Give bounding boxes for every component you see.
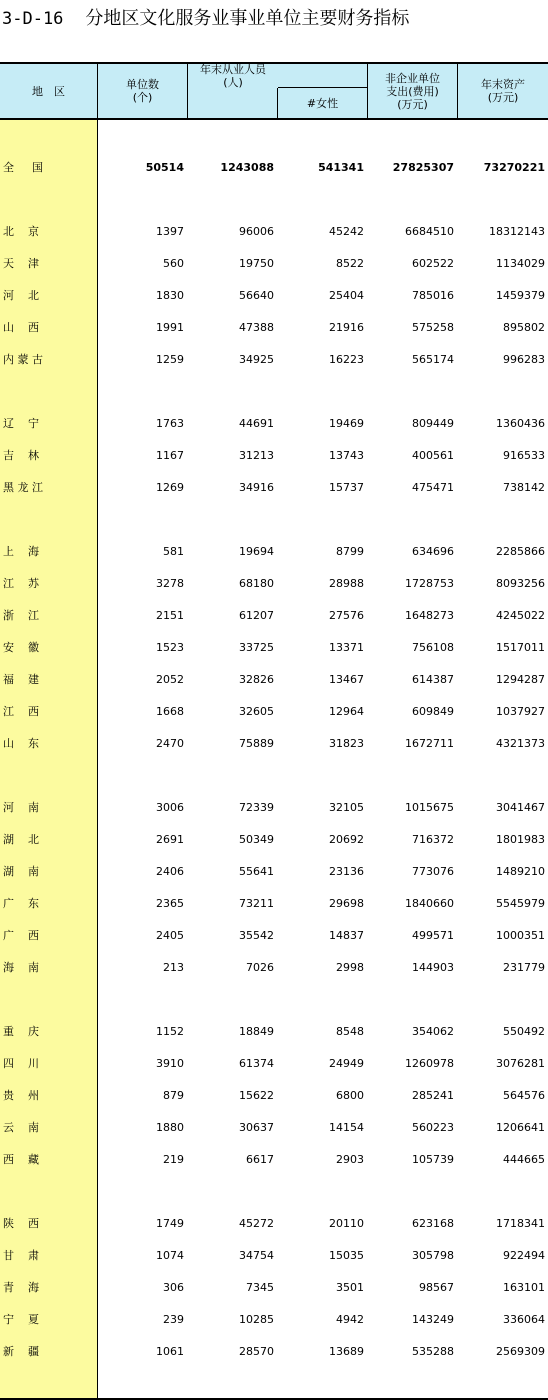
cell-female: 23136 (329, 865, 364, 878)
table-row (0, 248, 548, 280)
region-name: 北京 (3, 225, 39, 238)
table-code: 3-D-16 (2, 9, 64, 29)
cell-female: 20110 (329, 1217, 364, 1230)
cell-units: 1830 (156, 289, 184, 302)
divider (278, 87, 367, 88)
cell-units: 1397 (156, 225, 184, 238)
cell-expense: 623168 (412, 1217, 454, 1230)
cell-expense: 143249 (412, 1313, 454, 1326)
divider (187, 64, 188, 118)
region-name: 河南 (3, 801, 39, 814)
region-name: 河北 (3, 289, 39, 302)
table-row (0, 1112, 548, 1144)
cell-assets: 4321373 (496, 737, 545, 750)
cell-female: 28988 (329, 577, 364, 590)
cell-assets: 4245022 (496, 609, 545, 622)
cell-expense: 575258 (412, 321, 454, 334)
cell-assets: 738142 (503, 481, 545, 494)
cell-expense: 1728753 (405, 577, 454, 590)
table-row (0, 568, 548, 600)
cell-female: 8799 (336, 545, 364, 558)
cell-assets: 5545979 (496, 897, 545, 910)
cell-expense: 1840660 (405, 897, 454, 910)
cell-assets: 1206641 (496, 1121, 545, 1134)
cell-units: 239 (163, 1313, 184, 1326)
table-row (0, 824, 548, 856)
cell-female: 25404 (329, 289, 364, 302)
total-row (0, 152, 548, 184)
cell-expense: 602522 (412, 257, 454, 270)
header-employees: 年末从业人员 (人) (200, 63, 266, 89)
table-row (0, 312, 548, 344)
region-name: 江西 (3, 705, 39, 718)
cell-units: 1259 (156, 353, 184, 366)
region-name: 内蒙古 (3, 353, 43, 366)
cell-assets: 1718341 (496, 1217, 545, 1230)
cell-assets: 1459379 (496, 289, 545, 302)
cell-expense: 1648273 (405, 609, 454, 622)
cell-employees: 50349 (239, 833, 274, 846)
region-name: 海南 (3, 961, 39, 974)
cell-employees: 10285 (239, 1313, 274, 1326)
cell-assets: 895802 (503, 321, 545, 334)
cell-employees: 56640 (239, 289, 274, 302)
cell-employees: 31213 (239, 449, 274, 462)
cell-units: 1749 (156, 1217, 184, 1230)
cell-female: 2903 (336, 1153, 364, 1166)
cell-assets: 18312143 (489, 225, 545, 238)
cell-units: 1167 (156, 449, 184, 462)
table-row (0, 1144, 548, 1176)
table-row (0, 664, 548, 696)
cell-employees: 47388 (239, 321, 274, 334)
cell-units: 219 (163, 1153, 184, 1166)
cell-assets: 336064 (503, 1313, 545, 1326)
cell-employees: 45272 (239, 1217, 274, 1230)
divider (277, 88, 278, 118)
cell-employees: 7026 (246, 961, 274, 974)
table-row (0, 280, 548, 312)
cell-assets: 231779 (503, 961, 545, 974)
cell-employees: 33725 (239, 641, 274, 654)
page-title (2, 5, 409, 33)
cell-female: 13371 (329, 641, 364, 654)
cell-units: 1074 (156, 1249, 184, 1262)
table-row (0, 472, 548, 504)
region-name: 湖北 (3, 833, 39, 846)
cell-units: 1061 (156, 1345, 184, 1358)
cell-assets: 1294287 (496, 673, 545, 686)
cell-units: 560 (163, 257, 184, 270)
cell-expense: 475471 (412, 481, 454, 494)
cell-expense: 614387 (412, 673, 454, 686)
cell-units: 1269 (156, 481, 184, 494)
cell-expense: 1015675 (405, 801, 454, 814)
region-name: 四川 (3, 1057, 39, 1070)
cell-expense: 98567 (419, 1281, 454, 1294)
region-name: 天津 (3, 257, 39, 270)
cell-female: 4942 (336, 1313, 364, 1326)
cell-assets: 550492 (503, 1025, 545, 1038)
cell-assets: 2569309 (496, 1345, 545, 1358)
table-row (0, 696, 548, 728)
cell-expense: 634696 (412, 545, 454, 558)
cell-employees: 55641 (239, 865, 274, 878)
cell-assets: 163101 (503, 1281, 545, 1294)
cell-female: 16223 (329, 353, 364, 366)
cell-expense: 305798 (412, 1249, 454, 1262)
cell-employees: 32605 (239, 705, 274, 718)
cell-employees: 19750 (239, 257, 274, 270)
cell-units: 3006 (156, 801, 184, 814)
cell-female: 14154 (329, 1121, 364, 1134)
cell-units: 3910 (156, 1057, 184, 1070)
cell-assets: 1517011 (496, 641, 545, 654)
region-name: 新疆 (3, 1345, 39, 1358)
cell-employees: 44691 (239, 417, 274, 430)
cell-units: 581 (163, 545, 184, 558)
region-name: 广西 (3, 929, 39, 942)
region-name: 甘肃 (3, 1249, 39, 1262)
region-name: 湖南 (3, 865, 39, 878)
region-name: 云南 (3, 1121, 39, 1134)
cell-employees: 1243088 (220, 161, 274, 174)
cell-expense: 1672711 (405, 737, 454, 750)
cell-assets: 444665 (503, 1153, 545, 1166)
region-name: 黑龙江 (3, 481, 43, 494)
cell-units: 2405 (156, 929, 184, 942)
table-row (0, 1272, 548, 1304)
table-title: 分地区文化服务业事业单位主要财务指标 (85, 8, 410, 29)
cell-female: 15737 (329, 481, 364, 494)
cell-assets: 996283 (503, 353, 545, 366)
cell-female: 27576 (329, 609, 364, 622)
cell-units: 213 (163, 961, 184, 974)
region-name: 西藏 (3, 1153, 39, 1166)
cell-expense: 773076 (412, 865, 454, 878)
table-row (0, 600, 548, 632)
cell-female: 15035 (329, 1249, 364, 1262)
table-row (0, 728, 548, 760)
cell-assets: 916533 (503, 449, 545, 462)
region-name: 贵州 (3, 1089, 39, 1102)
cell-units: 1991 (156, 321, 184, 334)
cell-assets: 1037927 (496, 705, 545, 718)
cell-units: 1763 (156, 417, 184, 430)
cell-units: 879 (163, 1089, 184, 1102)
cell-female: 24949 (329, 1057, 364, 1070)
cell-employees: 96006 (239, 225, 274, 238)
cell-employees: 32826 (239, 673, 274, 686)
table-row (0, 920, 548, 952)
cell-employees: 34754 (239, 1249, 274, 1262)
cell-expense: 144903 (412, 961, 454, 974)
region-name: 山西 (3, 321, 39, 334)
cell-expense: 354062 (412, 1025, 454, 1038)
cell-assets: 1360436 (496, 417, 545, 430)
cell-expense: 560223 (412, 1121, 454, 1134)
cell-female: 8522 (336, 257, 364, 270)
cell-units: 50514 (145, 161, 184, 174)
cell-employees: 7345 (246, 1281, 274, 1294)
table-row (0, 1080, 548, 1112)
cell-expense: 809449 (412, 417, 454, 430)
cell-employees: 61207 (239, 609, 274, 622)
region-name: 重庆 (3, 1025, 39, 1038)
cell-female: 6800 (336, 1089, 364, 1102)
cell-assets: 564576 (503, 1089, 545, 1102)
cell-units: 306 (163, 1281, 184, 1294)
cell-female: 21916 (329, 321, 364, 334)
cell-expense: 27825307 (392, 161, 454, 174)
cell-employees: 15622 (239, 1089, 274, 1102)
cell-expense: 105739 (412, 1153, 454, 1166)
cell-expense: 716372 (412, 833, 454, 846)
divider (367, 64, 368, 118)
cell-assets: 1000351 (496, 929, 545, 942)
header-units: 单位数 (个) (126, 78, 159, 104)
region-name: 辽宁 (3, 417, 39, 430)
cell-units: 2470 (156, 737, 184, 750)
cell-assets: 1134029 (496, 257, 545, 270)
table-row (0, 216, 548, 248)
header-expense: 非企业单位 支出(费用) (万元) (385, 71, 440, 111)
cell-units: 2406 (156, 865, 184, 878)
cell-employees: 19694 (239, 545, 274, 558)
cell-units: 2691 (156, 833, 184, 846)
cell-assets: 1801983 (496, 833, 545, 846)
cell-expense: 785016 (412, 289, 454, 302)
cell-employees: 75889 (239, 737, 274, 750)
cell-employees: 34916 (239, 481, 274, 494)
cell-expense: 6684510 (405, 225, 454, 238)
cell-assets: 73270221 (483, 161, 545, 174)
table-row (0, 792, 548, 824)
region-name: 福建 (3, 673, 39, 686)
cell-employees: 6617 (246, 1153, 274, 1166)
cell-units: 1880 (156, 1121, 184, 1134)
cell-female: 13467 (329, 673, 364, 686)
cell-assets: 3076281 (496, 1057, 545, 1070)
cell-expense: 285241 (412, 1089, 454, 1102)
table-row (0, 1016, 548, 1048)
cell-units: 3278 (156, 577, 184, 590)
cell-employees: 72339 (239, 801, 274, 814)
table-row (0, 344, 548, 376)
region-name: 上海 (3, 545, 39, 558)
cell-assets: 922494 (503, 1249, 545, 1262)
cell-female: 14837 (329, 929, 364, 942)
region-name: 陕西 (3, 1217, 39, 1230)
region-name: 江苏 (3, 577, 39, 590)
table-row (0, 632, 548, 664)
cell-units: 2365 (156, 897, 184, 910)
region-name: 青海 (3, 1281, 39, 1294)
cell-female: 8548 (336, 1025, 364, 1038)
divider (97, 64, 98, 118)
cell-female: 13743 (329, 449, 364, 462)
table-row (0, 1240, 548, 1272)
cell-expense: 400561 (412, 449, 454, 462)
header-assets: 年末资产 (万元) (481, 78, 525, 104)
cell-female: 32105 (329, 801, 364, 814)
cell-units: 2052 (156, 673, 184, 686)
header-female: #女性 (306, 96, 339, 110)
cell-employees: 30637 (239, 1121, 274, 1134)
region-name: 安徽 (3, 641, 39, 654)
table-row (0, 888, 548, 920)
region-name: 宁夏 (3, 1313, 39, 1326)
cell-assets: 1489210 (496, 865, 545, 878)
cell-units: 1668 (156, 705, 184, 718)
cell-female: 2998 (336, 961, 364, 974)
region-name: 浙江 (3, 609, 39, 622)
table-row (0, 536, 548, 568)
cell-assets: 2285866 (496, 545, 545, 558)
table-row (0, 952, 548, 984)
cell-units: 1523 (156, 641, 184, 654)
cell-units: 1152 (156, 1025, 184, 1038)
cell-female: 13689 (329, 1345, 364, 1358)
cell-employees: 35542 (239, 929, 274, 942)
cell-employees: 34925 (239, 353, 274, 366)
cell-expense: 609849 (412, 705, 454, 718)
cell-assets: 3041467 (496, 801, 545, 814)
table-row (0, 408, 548, 440)
region-name: 广东 (3, 897, 39, 910)
cell-expense: 535288 (412, 1345, 454, 1358)
region-name: 全 国 (3, 161, 43, 174)
cell-assets: 8093256 (496, 577, 545, 590)
cell-employees: 61374 (239, 1057, 274, 1070)
cell-female: 29698 (329, 897, 364, 910)
table-row (0, 440, 548, 472)
cell-female: 541341 (318, 161, 364, 174)
cell-units: 2151 (156, 609, 184, 622)
cell-employees: 73211 (239, 897, 274, 910)
cell-employees: 68180 (239, 577, 274, 590)
region-name: 山东 (3, 737, 39, 750)
cell-female: 3501 (336, 1281, 364, 1294)
table-row (0, 856, 548, 888)
cell-employees: 18849 (239, 1025, 274, 1038)
table-row (0, 1048, 548, 1080)
region-name: 吉林 (3, 449, 39, 462)
table-row (0, 1336, 548, 1368)
cell-female: 19469 (329, 417, 364, 430)
cell-expense: 565174 (412, 353, 454, 366)
cell-female: 12964 (329, 705, 364, 718)
cell-female: 45242 (329, 225, 364, 238)
cell-expense: 499571 (412, 929, 454, 942)
table-row (0, 1304, 548, 1336)
divider (457, 64, 458, 118)
cell-expense: 756108 (412, 641, 454, 654)
header-region: 地 区 (32, 84, 65, 98)
cell-expense: 1260978 (405, 1057, 454, 1070)
cell-female: 20692 (329, 833, 364, 846)
cell-female: 31823 (329, 737, 364, 750)
cell-employees: 28570 (239, 1345, 274, 1358)
table-row (0, 1208, 548, 1240)
